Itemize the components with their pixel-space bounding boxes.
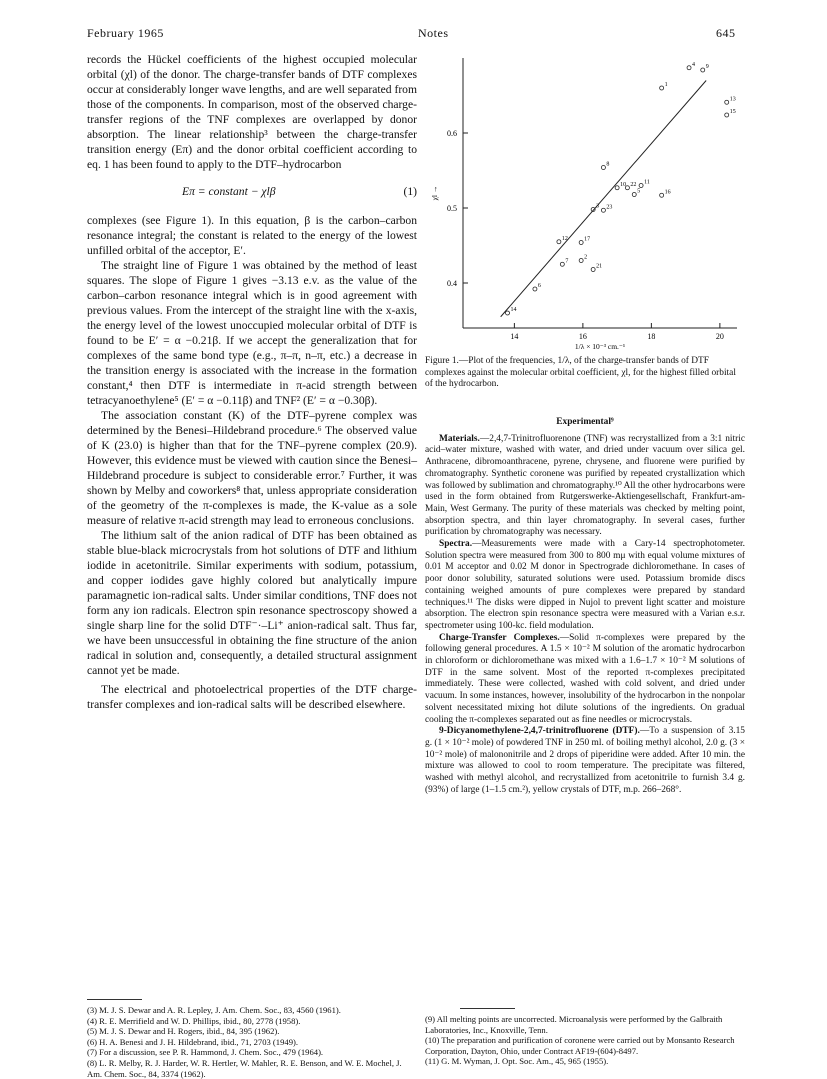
footnote: (5) M. J. S. Dewar and H. Rogers, ibid., 84, 395 (1962). bbox=[87, 1026, 280, 1037]
footnote: (8) L. R. Melby, R. J. Harder, W. R. Hertler, W. Mahler, R. E. Benson, and W. E. Mochel, J. Am. Chem. Soc., 84, 3374 (1962). bbox=[87, 1057, 402, 1079]
data-point-label: 11 bbox=[644, 179, 650, 186]
data-point bbox=[557, 240, 561, 244]
scatter-plot bbox=[425, 48, 745, 353]
paragraph: The lithium salt of the anion radical of DTF has been obtained as stable blue-black microcrystals from hot solutions of DTF and lithium iodide in acetonitrile. Similar experiments with sodium, potassium, and copper iodides gave highly colored but analytically impure paramagnetic ion-radical salts. Under similar conditions, TNF does not form any ion radicals. Electron spin resonance spectroscopy showed a single sharp line for the solid DTF⁻·–Li⁺ anion-radical salt. Thus far, we have been unsuccessful in obtaining the fine structure of the anion radical in solution and, consequently, a detailed structural assignment cannot yet be made. bbox=[87, 529, 417, 677]
footnote-rule bbox=[87, 999, 142, 1000]
data-point bbox=[639, 184, 643, 188]
data-point-label: 6 bbox=[537, 283, 541, 289]
x-axis-label: 1/λ × 10⁻³ cm.⁻¹ bbox=[574, 342, 626, 351]
subheading: Materials. bbox=[439, 433, 480, 444]
x-tick-label: 18 bbox=[647, 332, 656, 341]
data-point bbox=[506, 311, 510, 315]
paragraph: —To a suspension of 3.15 g. (1 × 10⁻² mole) of powdered TNF in 250 ml. of boiling methyl alcohol, 2.0 g. (3 × 10⁻² mole) of malononitrile and 2 drops of piperidine were added. After 10 min. the mixture was allowed to cool to room temperature. The precipitate was filtered, washed with methyl alcohol, and recrystallized from acetonitrile to furnish 3.4 g. (93%) of large (1–1.5 cm.²), yellow crystals of DTF, m.p. 266–268°. bbox=[425, 726, 745, 795]
x-tick-label: 16 bbox=[578, 332, 587, 341]
data-point-label: 4 bbox=[692, 61, 696, 68]
section-heading: Experimental⁹ bbox=[556, 417, 614, 427]
data-point bbox=[725, 113, 729, 117]
x-tick-label: 20 bbox=[715, 332, 724, 341]
running-header-section: Notes bbox=[418, 26, 449, 40]
data-point bbox=[632, 193, 636, 197]
paragraph: The association constant (K) of the DTF–pyrene complex was determined by the Benesi–Hildebrand procedure.⁶ The observed value of K (23.0) is higher than that for the TNF–pyrene complex (20.9). However, this evidence must be viewed with caution since the Benesi–Hildebrand procedure is subject to considerable error.⁷ Further, it was shown by Melby and coworkers⁸ that, unless appropriate consideration of the geometry of the π-complexes is made, the K-value as a sole measure of relative π-acid strength may lead to erroneous conclusions. bbox=[87, 409, 417, 527]
data-point-label: 2 bbox=[584, 254, 588, 261]
data-point-label: 7 bbox=[565, 258, 569, 265]
data-point bbox=[615, 186, 619, 190]
running-header-date: February 1965 bbox=[87, 26, 164, 40]
footnote: (3) M. J. S. Dewar and A. R. Lepley, J. Am. Chem. Soc., 83, 4560 (1961). bbox=[87, 1005, 341, 1015]
data-point bbox=[660, 193, 664, 197]
footnote: (4) R. E. Merrifield and W. D. Phillips, ibid., 80, 2778 (1958). bbox=[87, 1015, 301, 1026]
footnote: (9) All melting points are uncorrected. Microanalysis were performed by the Galbraith Laboratories, Inc., Knoxville, Tenn. bbox=[425, 1014, 723, 1035]
data-point bbox=[560, 262, 564, 266]
data-point-label: 14 bbox=[510, 307, 517, 313]
footnote: (11) G. M. Wyman, J. Opt. Soc. Am., 45, 965 (1955). bbox=[425, 1056, 609, 1067]
left-column bbox=[87, 52, 417, 712]
least-squares-line bbox=[501, 81, 707, 317]
data-point bbox=[579, 241, 583, 245]
data-point-label: 15 bbox=[729, 109, 736, 115]
figure-caption: Figure 1.—Plot of the frequencies, 1/λ, of the charge-transfer bands of DTF complexes against the molecular orbital coefficient, χl, for the highest filled orbital of the hydrocarbon. bbox=[425, 356, 736, 390]
data-point bbox=[725, 100, 729, 104]
footnotes-right bbox=[425, 1014, 745, 1067]
data-point-label: 8 bbox=[606, 161, 610, 168]
data-point-label: 12 bbox=[561, 235, 568, 242]
page-number: 645 bbox=[716, 26, 736, 40]
subheading: 9-Dicyanomethylene-2,4,7-trinitrofluorene (DTF). bbox=[439, 726, 640, 737]
paragraph: records the Hückel coefficients of the highest occupied molecular orbital (χl) of the donor. The charge-transfer bands of DTF complexes occur at considerably longer wave lengths, and are well separated from those of the components. In comparison, most of the observed charge-transfer regions of the TNF complexes are overlapped by donor absorption. The linear relationship³ between the charge-transfer transition energy (Eπ) and the donor orbital coefficient according to eq. 1 has been found to apply to the DTF–hydrocarbon bbox=[87, 53, 417, 171]
equation-1 bbox=[87, 184, 417, 199]
footnotes-left bbox=[87, 1005, 417, 1079]
x-tick-label: 14 bbox=[510, 332, 519, 341]
data-point-label: 1 bbox=[664, 82, 668, 88]
y-tick-label: 0.5 bbox=[447, 204, 457, 213]
equation-number: (1) bbox=[403, 185, 417, 198]
data-point bbox=[625, 186, 629, 190]
data-point bbox=[533, 287, 537, 291]
data-point bbox=[687, 66, 691, 70]
footnote: (6) H. A. Benesi and J. H. Hildebrand, ibid., 71, 2703 (1949). bbox=[87, 1036, 298, 1047]
paragraph: The electrical and photoelectrical properties of the DTF charge-transfer complexes and ion-radical salts will be described elsewhere. bbox=[87, 683, 417, 711]
subheading: Spectra. bbox=[439, 539, 473, 550]
data-point-label: 3 bbox=[596, 203, 600, 210]
data-point-label: 16 bbox=[664, 189, 671, 196]
footnote: (7) For a discussion, see P. R. Hammond, J. Chem. Soc., 479 (1964). bbox=[87, 1047, 324, 1058]
data-point-label: 5 bbox=[637, 188, 641, 195]
figure-1-chart bbox=[425, 48, 745, 358]
data-point-label: 21 bbox=[596, 263, 603, 270]
data-point bbox=[660, 86, 664, 90]
subheading: Charge-Transfer Complexes. bbox=[439, 632, 560, 643]
equation-text: Eπ = constant − χlβ bbox=[182, 185, 276, 198]
data-point bbox=[579, 259, 583, 263]
data-point bbox=[701, 68, 705, 72]
paragraph: —Measurements were made with a Cary-14 spectrophotometer. Solution spectra were measured from 300 to 800 mμ with equal volume mixtures of 0.01 M acceptor and 0.02 M donor in Spectrograde dichloromethane. In cases of poor donor solubility, saturated solutions were used. Potassium bromide discs containing weighed amounts of pure complexes were prepared by standard techniques.¹¹ The disks were dipped in Nujol to prevent light scatter and moisture absorption. The electron spin resonance spectra were measured with a Varian e.s.r. spectrometer using 100-kc. field modulation. bbox=[425, 539, 745, 631]
data-point-label: 23 bbox=[606, 204, 613, 211]
data-point-label: 13 bbox=[729, 96, 736, 103]
footnote-rule bbox=[460, 1008, 515, 1009]
paragraph: The straight line of Figure 1 was obtained by the method of least squares. The slope of Figure 1 gives −3.13 e.v. as the value of the carbon–carbon resonance integral which is in good agreement with previous values. From the intercept of the straight line with the x-axis, the energy level of the lowest unoccupied molecular orbital of DTF is found to be E′ = α −0.21β. If we accept the generalization that for complexes of the same bond type (e.g., π–π, n–π, etc.) a decrease in the transition energy is associated with the increase in the formation constant,⁴ then DTF is intermediate in π-acid strength between tetracyanoethylene⁵ (E′ = α −0.11β) and TNF² (E′ = α −0.30β). bbox=[87, 259, 417, 407]
data-point bbox=[601, 208, 605, 212]
right-column bbox=[425, 417, 745, 797]
footnote: (10) The preparation and purification of coronene were carried out by Monsanto Research Corporation, Dayton, Ohio, under Contract AF19-(604)-8497. bbox=[425, 1035, 735, 1056]
data-point bbox=[601, 166, 605, 170]
y-tick-label: 0.6 bbox=[447, 129, 457, 138]
data-point-label: 9 bbox=[705, 64, 709, 70]
data-point-label: 10 bbox=[620, 181, 627, 188]
data-point-label: 17 bbox=[584, 236, 591, 243]
paragraph: —2,4,7-Trinitrofluorenone (TNF) was recrystallized from a 3:1 nitric acid–water mixture, washed with water, and dried under vacuum over silica gel. Anthracene, dibromoanthracene, pyrene, chrysene, and fluorene were purified by chromatography. Synthetic coronene was purified by repeated crystallization which was followed by sublimation and chromatography.¹⁰ All the other hydrocarbons were used in the form obtained from Rutgerswerke-Aktiengesellschaft, Frankfurt-am-Main, West Germany. The purity of these materials was checked by melting point, absorption spectra, and thin layer chromatography. In several cases, further purification by chromatography was necessary. bbox=[425, 433, 745, 538]
data-point-label: 22 bbox=[630, 181, 637, 188]
data-point bbox=[591, 268, 595, 272]
paragraph: complexes (see Figure 1). In this equation, β is the carbon–carbon resonance integral; the constant is related to the energy of the lowest unfilled orbital of the acceptor, E′. bbox=[87, 214, 417, 257]
y-tick-label: 0.4 bbox=[447, 279, 457, 288]
paragraph: —Solid π-complexes were prepared by the following general procedures. A 1.5 × 10⁻² M solution of the aromatic hydrocarbon in chloroform or dichloromethane was mixed with a 1.6–1.7 × 10⁻² M solutions of DTF in the same solvent. Most of the reported π-complexes precipitated immediately. These were collected, washed with cold solvent, and dried under vacuum. In some instances, however, insolubility of the hydrocarbon in the nonpolar solvent necessitated mixing hot dilute solutions of the ingredients. On gradual cooling the π-complexes separated out as fine needles or microcrystals. bbox=[425, 632, 745, 725]
y-axis-label: χl → bbox=[430, 185, 439, 201]
